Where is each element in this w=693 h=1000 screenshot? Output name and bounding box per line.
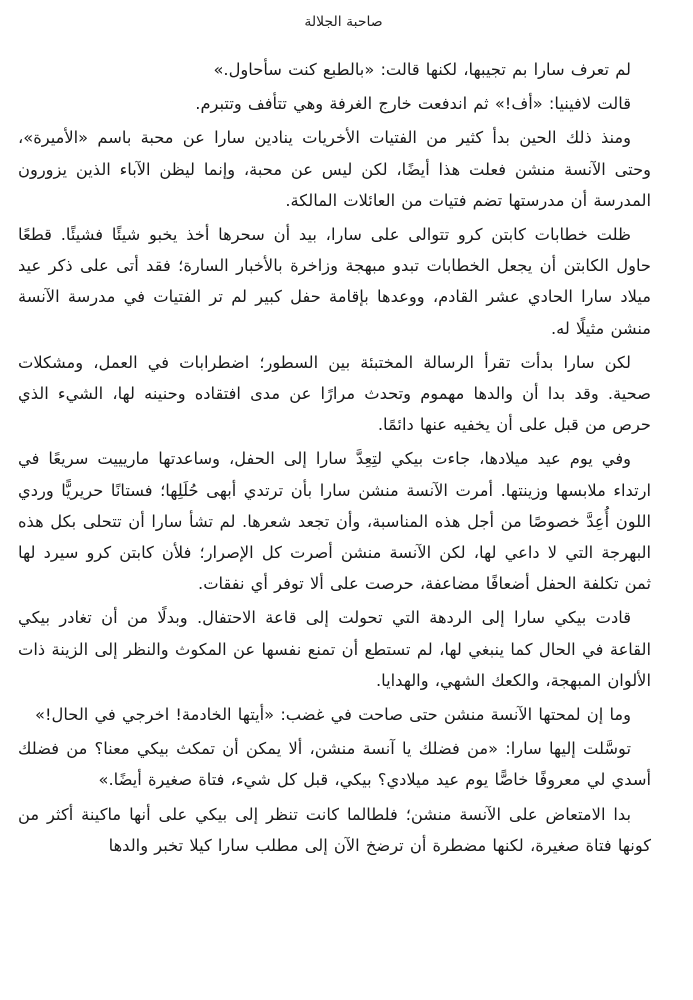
paragraph: قالت لافينيا: «أف!» ثم اندفعت خارج الغرفة وهي تتأفف وتتبرم. bbox=[195, 94, 631, 114]
paragraph: توسَّلت إليها سارا: «من فضلك يا آنسة منشن، ألا يمكن أن تمكث بيكي معنا؟ من فضلك أسدي لي معروفًا خاصًّا يوم عيد ميلادي؟ بيكي، قبل كل شيء، فتاة صغيرة أيضًا.» bbox=[18, 739, 651, 790]
running-header: صاحبة الجلالة bbox=[304, 14, 383, 30]
paragraph: بدا الامتعاض على الآنسة منشن؛ فلطالما كانت تنظر إلى بيكي على أنها ماكينة أكثر من كونها فتاة صغيرة، لكنها مضطرة أن ترضخ الآن إلى مطلب سارا كيلا تخبر والدها bbox=[18, 804, 651, 855]
body-text bbox=[18, 54, 651, 861]
paragraph: ظلت خطابات كابتن كرو تتوالى على سارا، بيد أن سحرها أخذ يخبو شيئًا فشيئًا. قطعًا حاول الكابتن أن يجعل الخطابات تبدو مبهجة وزاخرة بالأخبار السارة؛ فقد أتى على ذكر عيد ميلاد سارا الحادي عشر القادم، ووعدها بإقامة حفل كبير لم تر الفتيات في مدرسة الآنسة منشن مثيلًا له. bbox=[18, 225, 651, 338]
paragraph: ومنذ ذلك الحين بدأ كثير من الفتيات الأخريات ينادين سارا عن محبة باسم «الأميرة»، وحتى الآنسة منشن فعلت هذا أيضًا، لكن ليس عن محبة، وإنما ليظن الآباء الذين يزورون المدرسة أن مدرستها تضم فتيات من العائلات المالكة. bbox=[18, 128, 651, 210]
paragraph: وفي يوم عيد ميلادها، جاءت بيكي لتِعِدَّ سارا إلى الحفل، وساعدتها ماريييت سريعًا في ارتداء ملابسها وزينتها. أمرت الآنسة منشن سارا بأن ترتدي أبهى حُلَلِها؛ فستانًا حريريًّا وردي اللون أُعِدَّ خصوصًا من أجل هذه المناسبة، وأن تجعد شعرها. لم تشأ سارا أن تتحلى بكل هذه البهرجة التي لا داعي لها، لكن الآنسة منشن أصرت كل الإصرار؛ فلأن كابتن كرو سيرد لها ثمن تكلفة الحفل أضعافًا مضاعفة، حرصت على ألا توفر أي نفقات. bbox=[18, 449, 651, 594]
paragraph: وما إن لمحتها الآنسة منشن حتى صاحت في غضب: «أيتها الخادمة! اخرجي في الحال!» bbox=[35, 705, 631, 725]
paragraph: لم تعرف سارا بم تجيبها، لكنها قالت: «بالطبع كنت سأحاول.» bbox=[213, 60, 631, 79]
paragraph: قادت بيكي سارا إلى الردهة التي تحولت إلى قاعة الاحتفال. وبدلًا من أن تغادر بيكي القاعة في الحال كما ينبغي لها، لم تستطع أن تمنع نفسها عن المكوث والنظر إلى الزينة ذات الألوان المبهجة، والكعك الشهي، والهدايا. bbox=[18, 608, 651, 690]
paragraph: لكن سارا بدأت تقرأ الرسالة المختبئة بين السطور؛ اضطرابات في العمل، ومشكلات صحية. وقد بدا أن والدها مهموم وتحدث مرارًا عن مدى افتقاده وحنينه لها، الشيء الذي حرص من قبل على أن يخفيه عنها دائمًا. bbox=[18, 352, 651, 435]
